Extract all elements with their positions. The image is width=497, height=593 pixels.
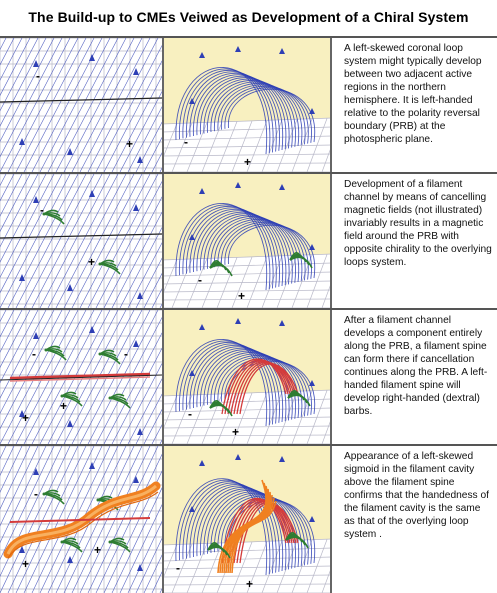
arrowhead-icon — [235, 454, 241, 460]
panel-caption: Appearance of a left-skewed sigmoid in the filament cavity above the filament spine confirms that the handedness of the filament cavity is the same as that of the overlying loop system . — [344, 451, 489, 540]
arrowhead-icon — [137, 564, 143, 571]
field-lines — [0, 174, 162, 308]
photosphere-plan-view — [0, 446, 162, 593]
loop-perspective-view — [162, 446, 332, 593]
plan-view-diagram — [0, 310, 162, 444]
loop-perspective-view — [162, 38, 332, 172]
loop-system-diagram — [162, 174, 332, 308]
photosphere-plan-view — [0, 174, 162, 308]
arrowhead-icon — [189, 506, 195, 512]
photosphere-plan-view — [0, 310, 162, 444]
plus-polarity-label: + — [60, 399, 68, 413]
figure-title: The Build-up to CMEs Veiwed as Development of a Chiral System — [28, 9, 469, 25]
panel-row-3 — [0, 310, 497, 444]
plan-view-diagram — [0, 38, 162, 172]
plus-polarity-label: + — [88, 255, 96, 269]
arrowhead-icon — [235, 182, 241, 188]
panel-caption: After a filament channel develops a component entirely along the PRB, a filament spine can form there if cancellation continues along the PRB. A left-handed filament spine will develop right-handed (dextral) barbs. — [344, 315, 488, 417]
plus-polarity-label: + — [22, 411, 30, 425]
plus-polarity-label: + — [238, 289, 246, 303]
minus-polarity-label: - — [188, 407, 192, 421]
minus-polarity-label: - — [32, 347, 36, 361]
photosphere-plan-view — [0, 38, 162, 172]
arrowhead-icon — [89, 54, 95, 61]
arrowhead-icon — [279, 456, 285, 462]
minus-polarity-label: - — [40, 203, 44, 217]
panel-row-1 — [0, 38, 497, 172]
plan-view-diagram — [0, 446, 162, 593]
arrowhead-icon — [235, 46, 241, 52]
minus-polarity-label: - — [124, 347, 128, 361]
arrowhead-icon — [279, 184, 285, 190]
arrowhead-icon — [235, 318, 241, 324]
plus-polarity-label: + — [246, 577, 254, 591]
panel-row-4 — [0, 446, 497, 593]
polarity-reversal-boundary — [0, 98, 162, 102]
loop-system-diagram — [162, 38, 332, 172]
arrowhead-icon — [89, 190, 95, 197]
arrowhead-icon — [137, 156, 143, 163]
arrowhead-icon — [199, 52, 205, 58]
arrowhead-icon — [137, 292, 143, 299]
field-lines — [0, 38, 162, 172]
minus-polarity-label: - — [198, 273, 202, 287]
minus-polarity-label: - — [176, 561, 180, 575]
polarity-reversal-boundary — [0, 234, 162, 238]
minus-polarity-label: - — [184, 135, 188, 149]
arrowhead-icon — [309, 516, 315, 522]
arrowhead-icon — [199, 324, 205, 330]
photosphere-grid — [0, 174, 162, 308]
loop-system-diagram — [162, 310, 332, 444]
plus-polarity-label: + — [126, 137, 134, 151]
plan-view-diagram — [0, 174, 162, 308]
arrowhead-icon — [89, 326, 95, 333]
panel-caption: A left-skewed coronal loop system might typically develop between two adjacent active regions in the northern hemisphere. It is left-handed relative to the polarity reversal boundary (PRB) at the photospheric plane. — [344, 43, 482, 145]
arrowhead-icon — [199, 188, 205, 194]
plus-polarity-label: + — [244, 155, 252, 169]
panel-caption: Development of a filament channel by means of cancelling magnetic fields (not illustrated) invariably results in a magnetic field around the PRB with opposite chirality to the overlying loops system. — [344, 179, 492, 268]
panel-row-2 — [0, 174, 497, 308]
loop-perspective-view — [162, 174, 332, 308]
arrowhead-icon — [279, 48, 285, 54]
photosphere-grid — [0, 38, 162, 172]
minus-polarity-label: - — [36, 69, 40, 83]
loop-perspective-view — [162, 310, 332, 444]
minus-polarity-label: - — [34, 487, 38, 501]
arrowhead-icon — [199, 460, 205, 466]
arrowhead-icon — [137, 428, 143, 435]
loop-system-diagram — [162, 446, 332, 593]
plus-polarity-label: + — [232, 425, 240, 439]
plus-polarity-label: + — [94, 543, 102, 557]
plus-polarity-label: + — [22, 557, 30, 571]
arrowhead-icon — [279, 320, 285, 326]
